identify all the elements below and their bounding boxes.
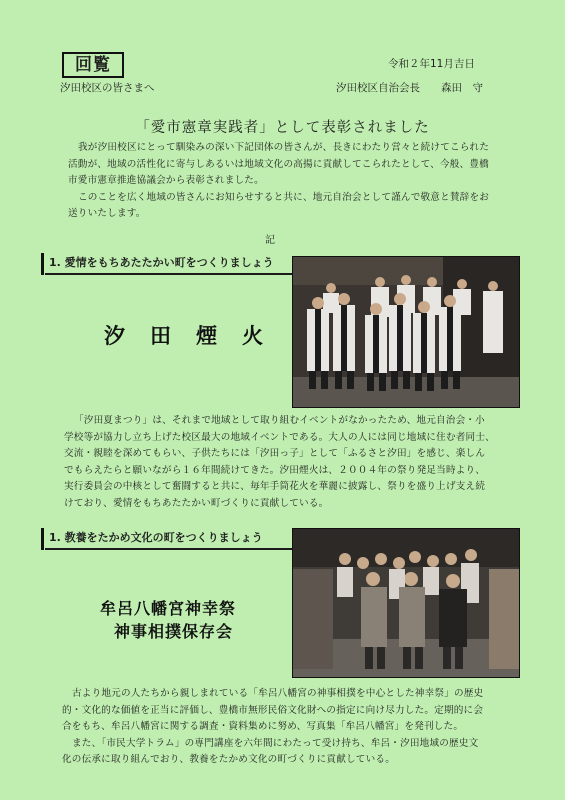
heading-bar-mark [41, 253, 44, 275]
intro-line: 活動が、地域の活性化に寄与しあるいは地域文化の高揚に貢献してこられたとして、今般、豊橋 [68, 158, 489, 170]
group-photo-illustration [293, 529, 519, 677]
body-line: また、「市民大学トラム」の専門講座を六年間にわたって受け持ち、牟呂・汐田地域の歴史文 [72, 737, 479, 749]
photo-shioda-enka [292, 256, 520, 408]
org-name-shioda-enka: 汐 田 煙 火 [104, 323, 265, 348]
body-line: けており、愛情をもちあたたかい町づくりに貢献している。 [64, 497, 329, 509]
section-2-heading-text: 1. 教養をたかめ文化の町をつくりましょう [49, 531, 263, 544]
org-name-murohachimangu: 牟呂八幡宮神幸祭 [100, 599, 237, 618]
ki-mark: 記 [265, 235, 275, 246]
body-line: 「汐田夏まつり」は、それまで地域として取り組むイベントがなかったため、地元自治会・小 [74, 415, 485, 426]
sender: 汐田校区自治会長 森田 守 [336, 82, 483, 94]
intro-line: このことを広く地域の皆さんにお知らせすると共に、地元自治会として謹んで敬意と賛辞をお [78, 191, 490, 203]
group-photo-illustration [293, 257, 519, 407]
section-2-body [62, 686, 532, 769]
kairan-badge: 回覧 [62, 52, 124, 78]
recipient: 汐田校区の皆さまへ [60, 82, 155, 94]
body-line: 古より地元の人たちから親しまれている「牟呂八幡宮の神事相撲を中心とした神幸祭」の歴史 [72, 688, 484, 699]
photo-sumo-hozonkai [292, 528, 520, 678]
section-2-heading [45, 528, 294, 550]
body-line: 化の伝承に取り組んでおり、教養をたかめ文化の町づくりに貢献している。 [62, 754, 395, 766]
intro-text [68, 140, 528, 223]
body-line: 交流・親睦を深めてもらい、子供たちには「汐田っ子」として「ふるさと汐田」を感じ、楽しん [64, 448, 486, 460]
page-title: 「愛市憲章実践者」として表彰されました [135, 120, 430, 136]
body-line: 学校等が協力し立ち上げた校区最大の地域イベントである。大人の人には同じ地域に住む者同士、 [64, 431, 495, 443]
section-1-heading [45, 253, 294, 275]
intro-line: 市愛市憲章推進協議会から表彰されました。 [68, 175, 264, 187]
heading-bar-mark [41, 528, 44, 550]
body-line: 実行委員会の中核として奮闘すると共に、毎年手筒花火を華麗に披露し、祭りを盛り上げ支え続 [64, 481, 486, 493]
date: 令和２年11月吉日 [388, 58, 475, 70]
body-line: 的・文化的な価値を正当に評価し、豊橋市無形民俗文化財への指定に向け尽力した。定期的に会 [62, 704, 484, 716]
intro-line: 我が汐田校区にとって馴染みの深い下記団体の皆さんが、長きにわたり営々と続けてこられた [78, 142, 490, 153]
section-1-heading-text: 1. 愛情をもちあたたかい町をつくりましょう [49, 256, 274, 269]
body-line: 合をもち、牟呂八幡宮に関する調査・資料集めに努め、写真集「牟呂八幡宮」を発刊した。 [62, 721, 464, 733]
org-name-sumo-hozonkai: 神事相撲保存会 [114, 622, 234, 641]
intro-line: 送りいたします。 [68, 208, 146, 220]
section-1-body [64, 413, 534, 513]
body-line: でもらえたらと願いながら１６年間続けてきた。汐田煙火は、２００４年の祭り発足当時より、 [64, 464, 486, 476]
